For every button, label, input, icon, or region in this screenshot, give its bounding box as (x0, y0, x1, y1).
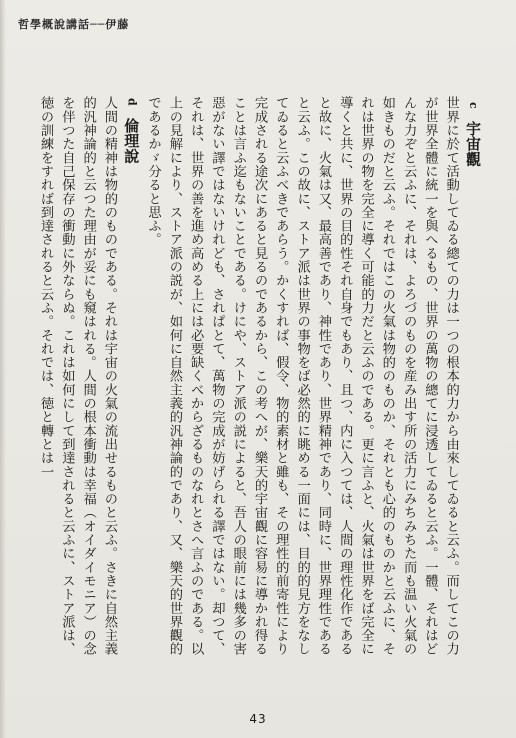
section-heading-d (120, 98, 142, 668)
vertical-text-block (38, 96, 484, 668)
section-heading-c (462, 102, 484, 668)
section-paragraph: 人間の精神は物的のものである。それは宇宙の火氣の流出せるものと云ふ。さきに自然主義的汎神論的と云つた理由が妥にも窺はれる。人間の根本衝動は幸福（オイダイモニア）の念を伴つた自己保存の衝動に外ならぬ。これは如何にして到達されると云ふに、ストア派は、徳の訓練をすれば到達されると云ふ。それでは、徳と轉とは一 (38, 96, 117, 656)
section-title: 宇宙觀 (464, 120, 482, 167)
section-mark: d (125, 98, 139, 107)
running-head: 哲學概說講話──伊藤 (18, 18, 130, 31)
section-paragraph: 世界に於て活動してゐる總ての力は一つの根本的力から由來してゐると云ふ。而してこの力が世界全體に統一を與へるもの、世界の萬物の總てに浸透してゐると云ふ。一體、それはどんな力ぞと云ふに、それは、よろづのものを産み出す所の活力にみちみちた而も温い火氣の如きものだと云ふ。それではこの火氣は物的のものか、それとも心的のものかと云ふに、それは世界の物を完全に導く可能的力だと云ふのである。更に言ふと、火氣は世界をば完全に導くと共に、世界の目的性それ自身でもあり、且つ、内に入つては、人間の理性化作であると故に、火氣は又、最高善であり、神性であり、世界精神であり、同時に、世界理性であると云ふ。この故に、ストア派は世界の事物をば必然的に眺める一面には、目的的見方をなしてゐると云ふべきであらう。かくすれば、假令、物的素材と雖も、その理性的前寄性により完成される途次にあると見るのであるから、この考へが、樂天的宇宙觀に容易に導かれ得ることは言ふ迄もないことである。けにや、ストア派の説によると、吾人の眼前には幾多の害惡がない譯ではないけれども、されぱとて、萬物の完成が妨げられる譯ではない。却つて、それは、世界の善を進め高める上には必要缺くべからざるものなれとさへ言ふのである。以上の見解により、ストア派の説が、如何に自然主義的汎神論的であり、又、樂天的世界觀的であるかゞ分ると思ふ。 (145, 96, 459, 656)
page-edge-shadow (0, 0, 6, 738)
section-mark: c (467, 102, 480, 110)
page-number: 43 (249, 712, 267, 726)
section-title: 倫理說 (122, 117, 141, 164)
